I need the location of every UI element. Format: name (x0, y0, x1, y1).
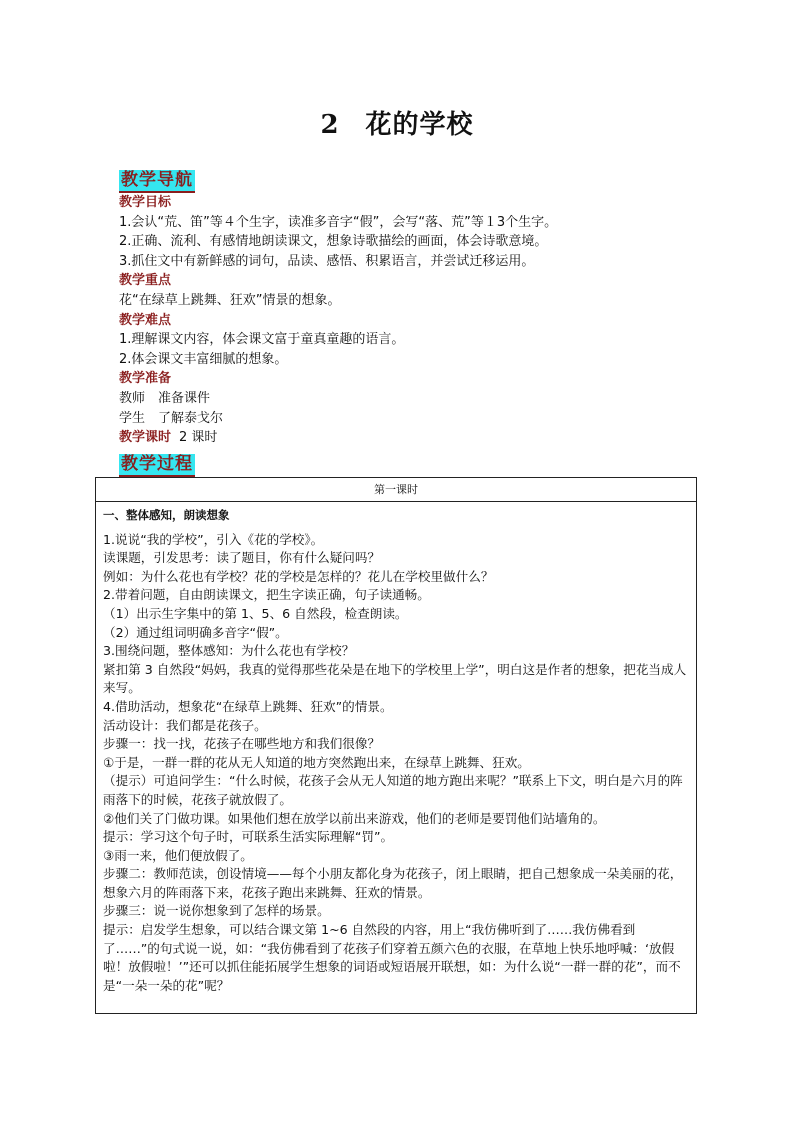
difficult-item: 1.理解课文内容，体会课文富于童真童趣的语言。 (119, 332, 405, 348)
goals-heading: 教学目标 (119, 195, 172, 210)
process-paragraph: 紧扣第 3 自然段“妈妈，我真的觉得那些花朵是在地下的学校里上学”，明白这是作者的想象，把花当成人来写。 (103, 661, 687, 696)
process-paragraph: 活动设计：我们都是花孩子。 (103, 717, 267, 733)
difficult-item: 2.体会课文丰富细腻的想象。 (119, 351, 288, 367)
lesson-number: 2 (320, 110, 340, 140)
prep-heading: 教学准备 (119, 371, 172, 387)
hours-value: 2 课时 (179, 430, 218, 446)
prep-item: 教师 准备课件 (119, 390, 211, 406)
process-paragraph: 步骤三：说一说你想象到了怎样的场景。 (103, 903, 330, 919)
hours-heading: 教学课时 (119, 430, 172, 446)
lesson-process-table (95, 477, 697, 1014)
process-paragraph: 步骤一：找一找，花孩子在哪些地方和我们很像？ (103, 736, 381, 752)
key-heading: 教学重点 (119, 273, 172, 289)
prep-item: 学生 了解泰戈尔 (119, 410, 224, 426)
teaching-guide (119, 170, 679, 448)
process-paragraph: 提示：启发学生想象，可以结合课文第 1~6 自然段的内容，用上“我仿佛听到了……我仿佛看到了……”的句式说一说，如：“我仿佛看到了花孩子们穿着五颜六色的衣服，在草地上快乐地呼喊：‘放假啦！放假啦！’”还可以抓住能拓展学生想象的词语或短语展开联想，如：为什么说“一群一群的花”，而不是“一朵一朵的花”呢？ (103, 922, 681, 993)
process-paragraph: 4.借助活动，想象花“在绿草上跳舞、狂欢”的情景。 (103, 698, 393, 714)
goal-item: 3.抓住文中有新鲜感的词句，品读、感悟、积累语言，并尝试迁移运用。 (119, 253, 535, 269)
section-title: 一、整体感知，朗读想象 (103, 508, 230, 522)
process-content (96, 502, 696, 995)
process-paragraph: 2.带着问题，自由朗读课文，把生字读正确，句子读通畅。 (103, 587, 430, 603)
process-paragraph: 例如：为什么花也有学校？花的学校是怎样的？花儿在学校里做什么？ (103, 568, 494, 584)
process-paragraph: ①于是，一群一群的花从无人知道的地方突然跑出来，在绿草上跳舞、狂欢。 (103, 754, 530, 770)
process-label: 教学过程 (119, 454, 195, 477)
process-paragraph: 3.围绕问题，整体感知：为什么花也有学校？ (103, 643, 355, 659)
process-paragraph: （2）通过组词明确多音字“假”。 (103, 624, 288, 640)
key-point: 花“在绿草上跳舞、狂欢”情景的想象。 (119, 292, 341, 308)
process-paragraph: 1.说说“我的学校”，引入《花的学校》。 (103, 531, 324, 547)
process-paragraph: 读课题，引发思考：读了题目，你有什么疑问吗？ (103, 550, 381, 566)
process-paragraph: ②他们关了门做功课。如果他们想在放学以前出来游戏，他们的老师是要罚他们站墙角的。 (103, 810, 606, 826)
session-title: 第一课时 (96, 478, 696, 502)
process-paragraph: 步骤二：教师范读，创设情境——每个小朋友都化身为花孩子，闭上眼睛，把自己想象成一朵美丽的花，想象六月的阵雨落下来，花孩子跑出来跳舞、狂欢的情景。 (103, 866, 683, 900)
guide-label: 教学导航 (119, 170, 195, 193)
process-paragraph: （提示）可追问学生：“什么时候，花孩子会从无人知道的地方跑出来呢？”联系上下文，明白是六月的阵雨落下的时候，花孩子就放假了。 (103, 773, 683, 807)
process-paragraph: ③雨一来，他们便放假了。 (103, 847, 253, 863)
lesson-name: 花的学校 (365, 110, 474, 140)
process-paragraph: （1）出示生字集中的第 1、5、6 自然段，检查朗读。 (103, 605, 408, 621)
goal-item: 2.正确、流利、有感情地朗读课文，想象诗歌描绘的画面，体会诗歌意境。 (119, 234, 548, 250)
process-paragraph: 提示：学习这个句子时，可联系生活实际理解“罚”。 (103, 829, 394, 845)
difficult-heading: 教学难点 (119, 312, 172, 328)
lesson-title (0, 104, 794, 141)
goal-item: 1.会认“荒、笛”等４个生字，读准多音字“假”，会写“落、荒”等１3个生字。 (119, 214, 558, 230)
